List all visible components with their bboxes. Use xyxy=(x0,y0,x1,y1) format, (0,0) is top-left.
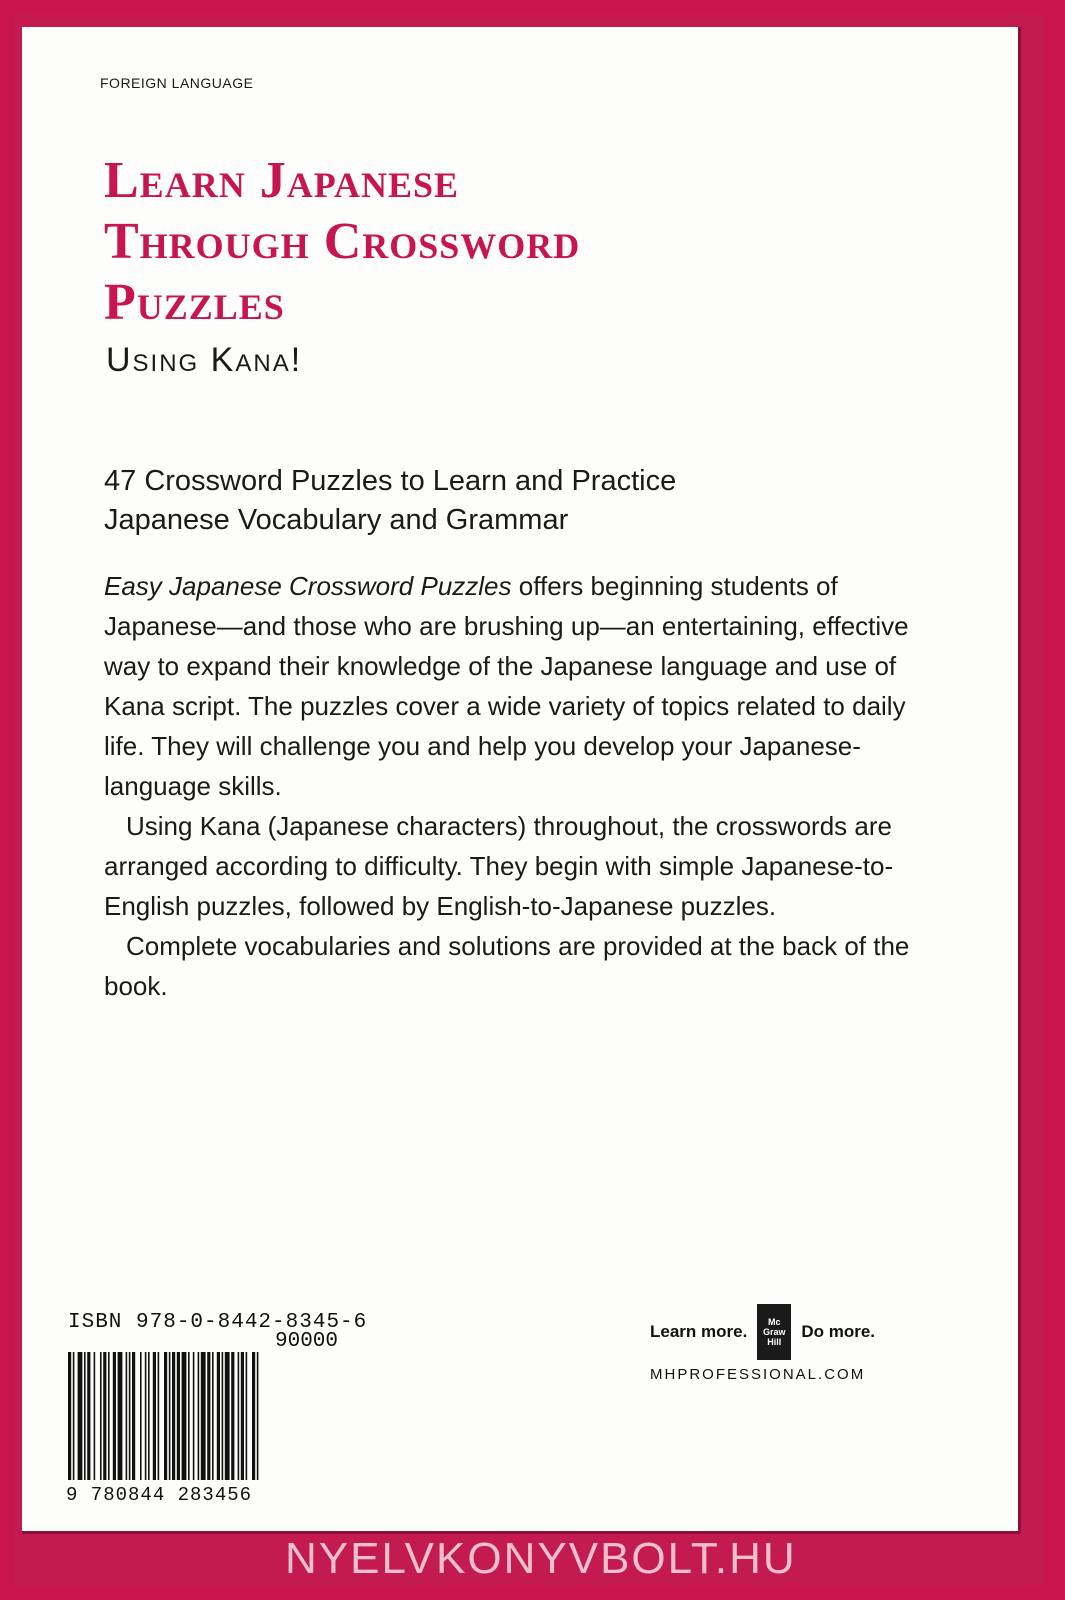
barcode-bar xyxy=(252,1352,255,1480)
barcode-bar xyxy=(108,1352,110,1480)
watermark: NYELVKONYVBOLT.HU xyxy=(285,1534,797,1583)
barcode-bar xyxy=(129,1352,131,1480)
barcode-bar xyxy=(153,1352,156,1480)
publisher-website[interactable]: MHPROFESSIONAL.COM xyxy=(650,1366,866,1383)
book-name-italic: Easy Japanese Crossword Puzzles xyxy=(104,571,512,601)
barcode-bar xyxy=(164,1352,167,1480)
barcode-bar xyxy=(87,1352,90,1480)
barcode-bar xyxy=(222,1352,224,1480)
barcode-bar xyxy=(225,1352,230,1480)
barcode-bar xyxy=(148,1352,150,1480)
mcgraw-hill-logo: Mc Graw Hill xyxy=(757,1304,791,1360)
barcode-bar xyxy=(140,1352,142,1480)
barcode-bar xyxy=(241,1352,244,1480)
headline-line: Japanese Vocabulary and Grammar xyxy=(104,504,569,536)
title-line: Learn Japanese xyxy=(104,152,460,209)
headline xyxy=(104,462,924,540)
description xyxy=(104,566,924,1006)
barcode-bar xyxy=(212,1352,214,1480)
price-code: 90000 xyxy=(275,1330,339,1353)
barcode-bar xyxy=(126,1352,128,1480)
barcode-bar xyxy=(257,1352,259,1480)
barcode-bar xyxy=(118,1352,123,1480)
barcode-bar xyxy=(158,1352,160,1480)
barcode-bar xyxy=(177,1352,180,1480)
barcode-bar xyxy=(84,1352,86,1480)
category-label: FOREIGN LANGUAGE xyxy=(100,75,254,91)
barcode-bar xyxy=(113,1352,116,1480)
description-paragraph-1 xyxy=(104,566,924,806)
barcode-bar xyxy=(231,1352,234,1480)
paragraph-text: offers beginning students of Japanese—and those who are brushing up—an entertaining, effective way to expand their knowledge of the Japanese language and use of Kana script. The puzzles cover a wide variety of topics related to daily life. They will challenge you and help you develop your Japanese-language skills. xyxy=(104,571,909,801)
barcode-bar xyxy=(169,1352,171,1480)
barcode-bar xyxy=(94,1352,96,1480)
book-title xyxy=(104,150,924,333)
publisher-row xyxy=(650,1302,875,1362)
learn-more-text: Learn more. xyxy=(650,1322,748,1341)
barcode-bar xyxy=(217,1352,220,1480)
barcode-bar xyxy=(193,1352,195,1480)
headline-line: 47 Crossword Puzzles to Learn and Practice xyxy=(104,465,677,497)
barcode-bar xyxy=(246,1352,248,1480)
description-paragraph-3: Complete vocabularies and solutions are provided at the back of the book. xyxy=(104,931,910,1001)
barcode-bar xyxy=(145,1352,147,1480)
book-subtitle: Using Kana! xyxy=(106,341,303,379)
barcode-bar xyxy=(103,1352,106,1480)
barcode-bar xyxy=(78,1352,83,1480)
do-more-text: Do more. xyxy=(801,1322,875,1341)
barcode-bar xyxy=(207,1352,210,1480)
barcode-bar xyxy=(172,1352,175,1480)
barcode-bar xyxy=(201,1352,206,1480)
barcode-digits: 9 780844 283456 xyxy=(66,1484,253,1506)
description-paragraph-2: Using Kana (Japanese characters) throughout, the crosswords are arranged according to difficulty. They begin with simple Japanese-to-English puzzles, followed by English-to-Japanese puzzles. xyxy=(104,811,894,921)
title-line: Through Crossword xyxy=(104,213,581,270)
barcode-bar xyxy=(73,1352,75,1480)
barcode-bar xyxy=(188,1352,190,1480)
barcode-bar xyxy=(182,1352,187,1480)
barcode-icon xyxy=(68,1352,368,1482)
barcode-bar xyxy=(100,1352,102,1480)
barcode-bar xyxy=(68,1352,71,1480)
isbn-label: ISBN 978-0-8442-8345-6 xyxy=(68,1311,368,1334)
barcode-bar xyxy=(132,1352,135,1480)
barcode-bar xyxy=(198,1352,200,1480)
barcode-bar xyxy=(238,1352,240,1480)
title-line: Puzzles xyxy=(104,274,285,331)
